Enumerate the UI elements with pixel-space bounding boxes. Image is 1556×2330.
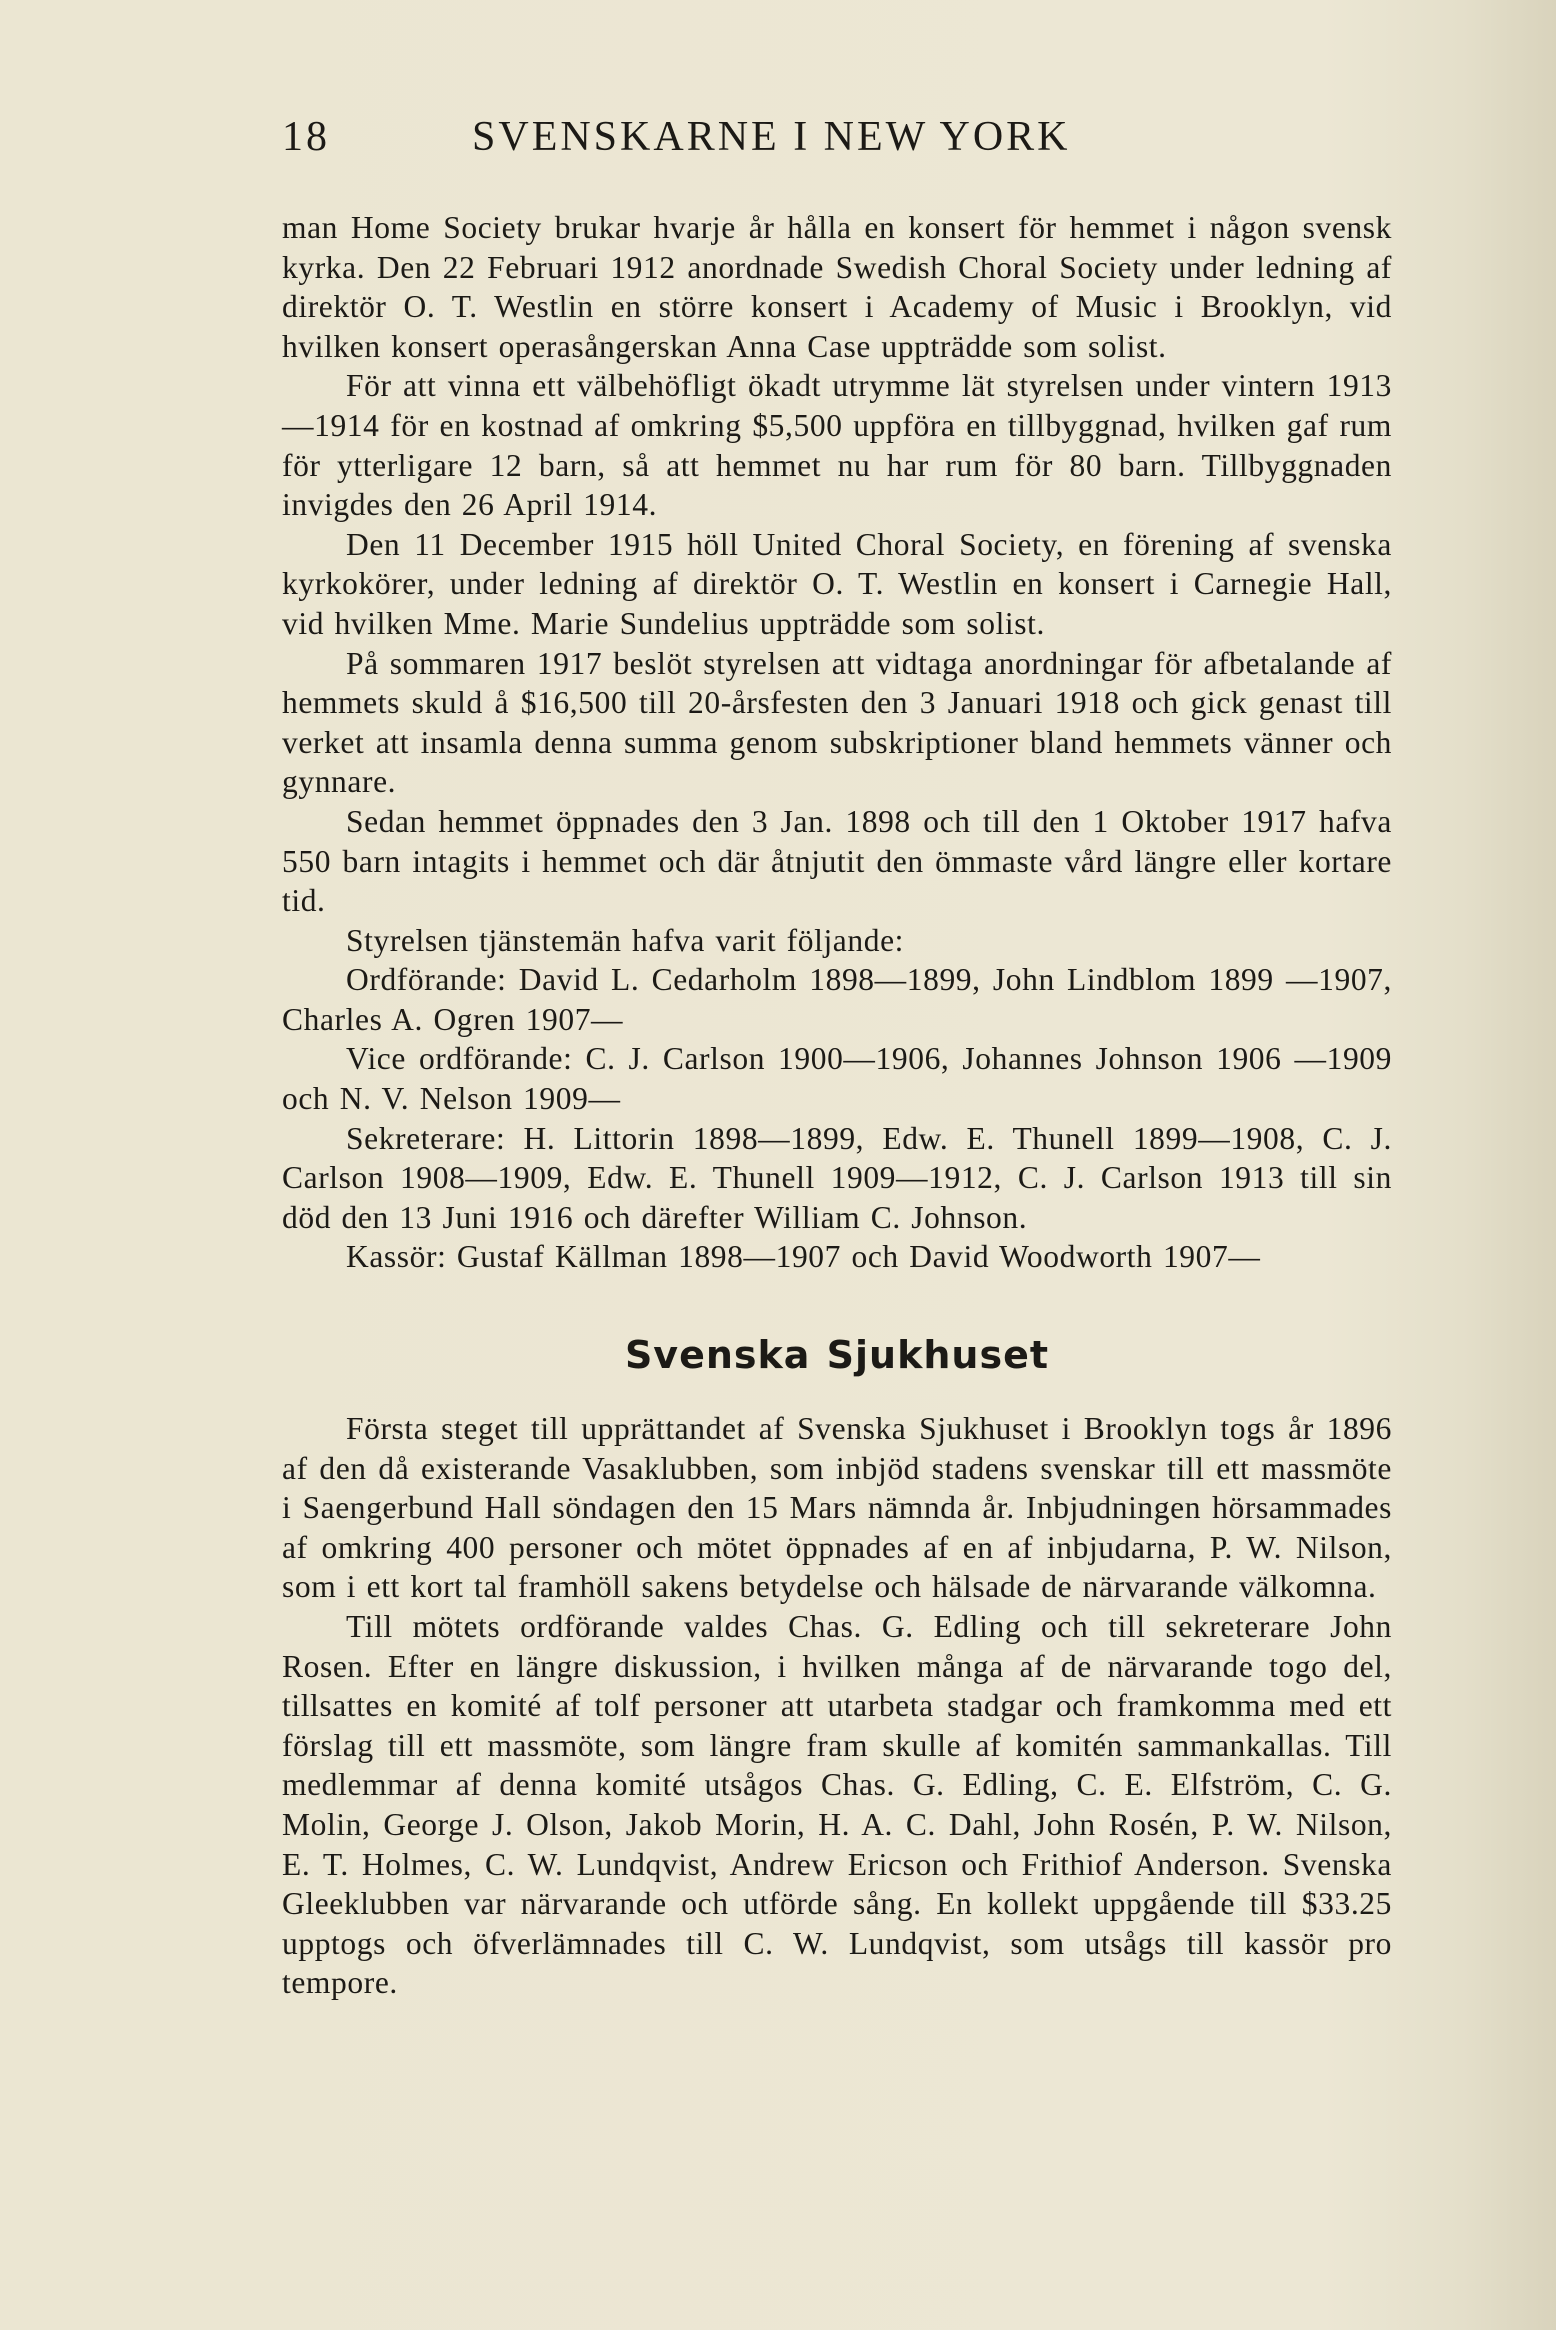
officer-list-secretaries: Sekreterare: H. Littorin 1898—1899, Edw. E. Thunell 1899—1908, C. J. Carlson 1908—1909, Edw. E. Thunell 1909—1912, C. J. Carlson 1913 till sin död den 13 Juni 1916 och därefter William C. Johnson. [282, 1120, 1392, 1235]
paragraph: Första steget till upprättandet af Svenska Sjukhuset i Brooklyn togs år 1896 af den då existerande Vasaklubben, som inbjöd stadens svenskar till ett massmöte i Saengerbund Hall söndagen den 15 Mars nämnda år. Inbjudningen hörsammades af omkring 400 personer och mötet öppnades af en af inbjudarna, P. W. Nilson, som i ett kort tal framhöll sakens betydelse och hälsade de närvarande välkomna. [282, 1411, 1392, 1605]
paragraph: man Home Society brukar hvarje år hålla en konsert för hemmet i någon svensk kyrka. Den 22 Februari 1912 anordnade Swedish Choral Society under ledning af direktör O. T. Westlin en större konsert i Academy of Music i Brooklyn, vid hvilken konsert operasångerskan Anna Case uppträdde som solist. [282, 210, 1392, 364]
paragraph: Sedan hemmet öppnades den 3 Jan. 1898 och till den 1 Oktober 1917 hafva 550 barn intagits i hemmet och där åtnjutit den ömmaste vård längre eller kortare tid. [282, 803, 1392, 919]
paragraph: På sommaren 1917 beslöt styrelsen att vidtaga anordningar för afbetalande af hemmets skuld å $16,500 till 20-årsfesten den 3 Januari 1918 och gick genast till verket att insamla denna summa genom subskriptioner bland hemmets vänner och gynnare. [282, 645, 1392, 800]
paragraph: Den 11 December 1915 höll United Choral Society, en förening af svenska kyrkokörer, under ledning af direktör O. T. Westlin en konsert i Carnegie Hall, vid hvilken Mme. Marie Sundelius uppträdde som solist. [282, 526, 1392, 641]
officer-list-chairmen: Ordförande: David L. Cedarholm 1898—1899, John Lindblom 1899 —1907, Charles A. Ogren 1907— [282, 962, 1392, 1037]
section-heading: Svenska Sjukhuset [624, 1333, 1050, 1378]
officer-list-treasurers: Kassör: Gustaf Källman 1898—1907 och David Woodworth 1907— [346, 1239, 1261, 1275]
paragraph: Styrelsen tjänstemän hafva varit följande: [346, 922, 905, 958]
running-title: SVENSKARNE I NEW YORK [472, 114, 1071, 160]
page-number: 18 [282, 114, 330, 160]
paragraph: Till mötets ordförande valdes Chas. G. Edling och till sekreterare John Rosen. Efter en längre diskussion, i hvilken många af de närvarande togo del, tillsattes en komité af tolf personer att utarbeta stadgar och framkomma med ett förslag till ett massmöte, som längre fram skulle af komitén sammankallas. Till medlemmar af denna komité utsågos Chas. G. Edling, C. E. Elfström, C. G. Molin, George J. Olson, Jakob Morin, H. A. C. Dahl, John Rosén, P. W. Nilson, E. T. Holmes, C. W. Lundqvist, Andrew Ericson och Frithiof Anderson. Svenska Gleeklubben var närvarande och utförde sång. En kollekt uppgående till $33.25 upptogs och öfverlämnades till C. W. Lundqvist, som utsågs till kassör pro tempore. [282, 1609, 1392, 2001]
paragraph: För att vinna ett välbehöfligt ökadt utrymme lät styrelsen under vintern 1913—1914 för en kostnad af omkring $5,500 uppföra en tillbyggnad, hvilken gaf rum för ytterligare 12 barn, så att hemmet nu har rum för 80 barn. Tillbyggnaden invigdes den 26 April 1914. [282, 368, 1392, 523]
officer-list-vice-chairmen: Vice ordförande: C. J. Carlson 1900—1906, Johannes Johnson 1906 —1909 och N. V. Nelson 1909— [282, 1041, 1392, 1117]
body-text [282, 208, 1392, 2003]
